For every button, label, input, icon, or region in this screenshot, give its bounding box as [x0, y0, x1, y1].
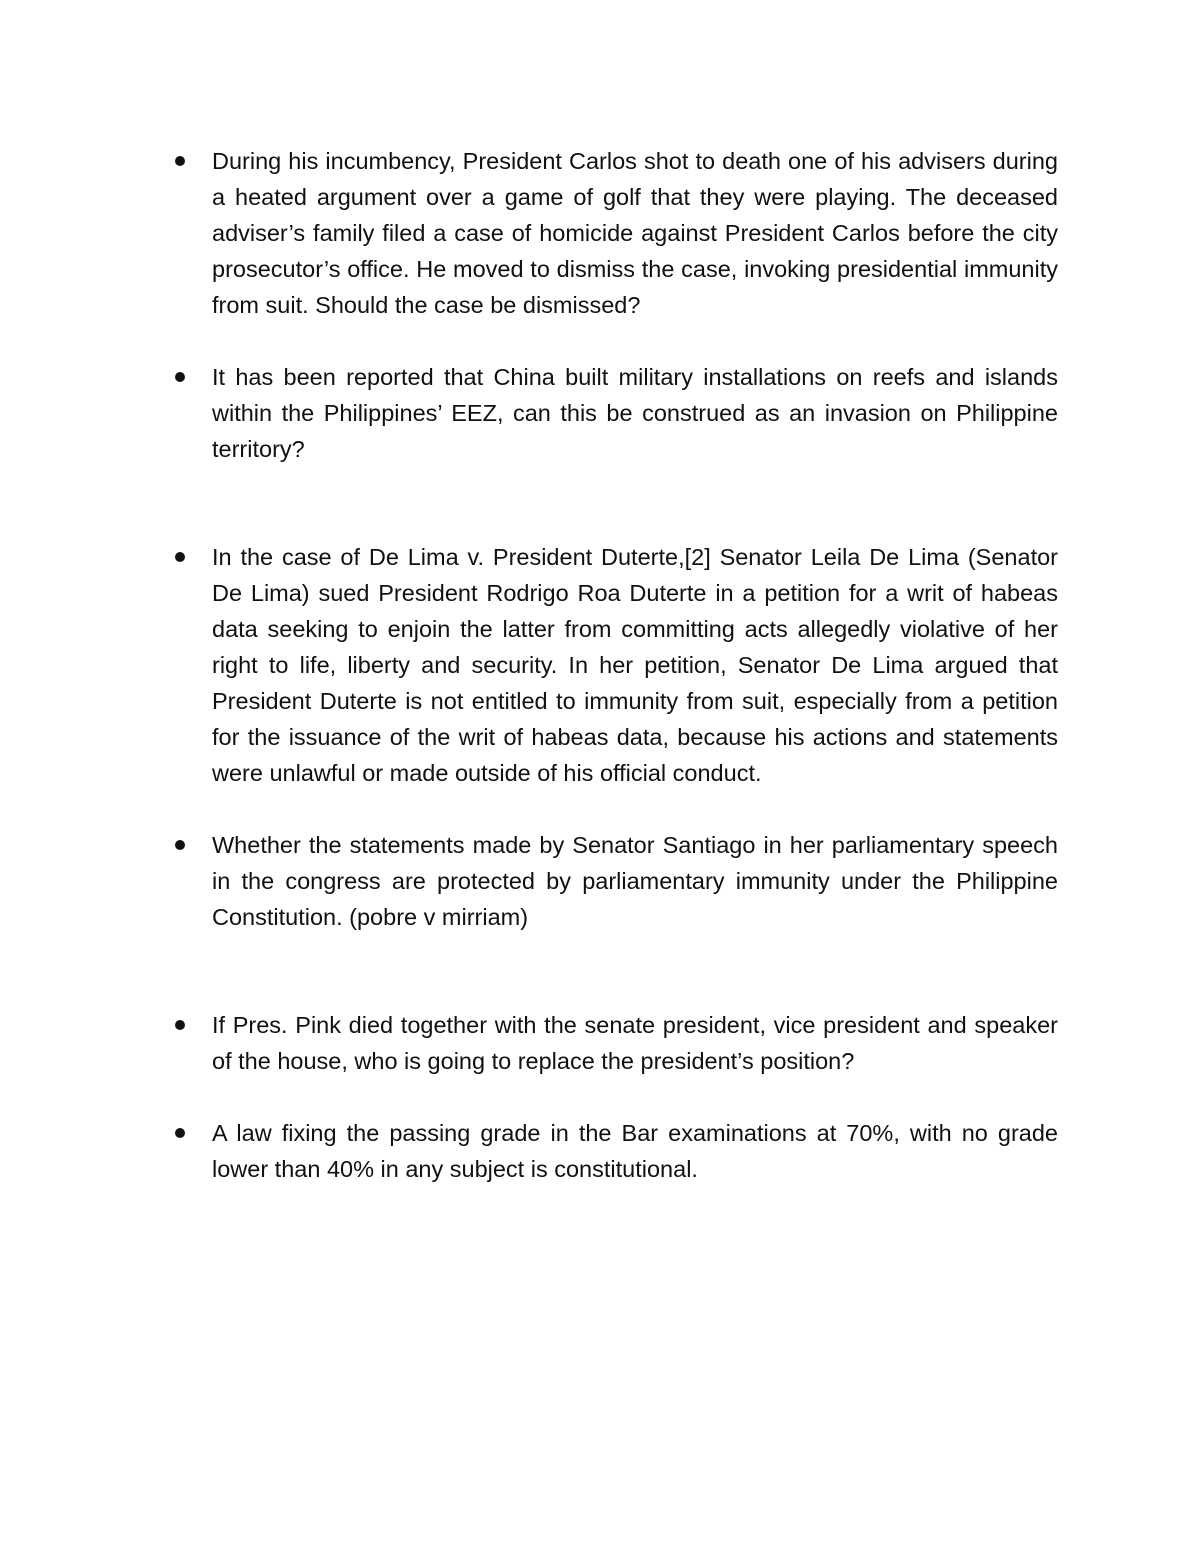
list-item-text: During his incumbency, President Carlos shot to death one of his advisers during a heated argument over a game of golf that they were playing. The deceased adviser’s family filed a case of homicide against President Carlos before the city prosecutor’s office. He moved to dismiss the case, invoking presidential immunity from suit. Should the case be dismissed?	[212, 148, 1058, 318]
list-item	[212, 827, 1058, 935]
bullet-icon	[175, 840, 185, 850]
list-item-text: In the case of De Lima v. President Duterte,[2] Senator Leila De Lima (Senator De Lima) sued President Rodrigo Roa Duterte in a petition for a writ of habeas data seeking to enjoin the latter from committing acts allegedly violative of her right to life, liberty and security. In her petition, Senator De Lima argued that President Duterte is not entitled to immunity from suit, especially from a petition for the issuance of the writ of habeas data, because his actions and statements were unlawful or made outside of his official conduct.	[212, 544, 1058, 786]
bullet-icon	[175, 156, 185, 166]
list-item-text: If Pres. Pink died together with the senate president, vice president and speaker of the house, who is going to replace the president’s position?	[212, 1012, 1058, 1074]
list-item	[212, 359, 1058, 467]
list-item	[212, 1007, 1058, 1079]
list-item	[212, 539, 1058, 791]
bullet-icon	[175, 372, 185, 382]
list-item-text: Whether the statements made by Senator Santiago in her parliamentary speech in the congress are protected by parliamentary immunity under the Philippine Constitution. (pobre v mirriam)	[212, 832, 1058, 930]
bullet-icon	[175, 1128, 185, 1138]
list-item	[212, 1115, 1058, 1187]
list-item-text: It has been reported that China built military installations on reefs and islands within the Philippines’ EEZ, can this be construed as an invasion on Philippine territory?	[212, 364, 1058, 462]
bullet-list	[212, 143, 1058, 1187]
list-item-text: A law fixing the passing grade in the Bar examinations at 70%, with no grade lower than 40% in any subject is constitutional.	[212, 1120, 1058, 1182]
bullet-icon	[175, 1020, 185, 1030]
bullet-icon	[175, 552, 185, 562]
list-item	[212, 143, 1058, 323]
